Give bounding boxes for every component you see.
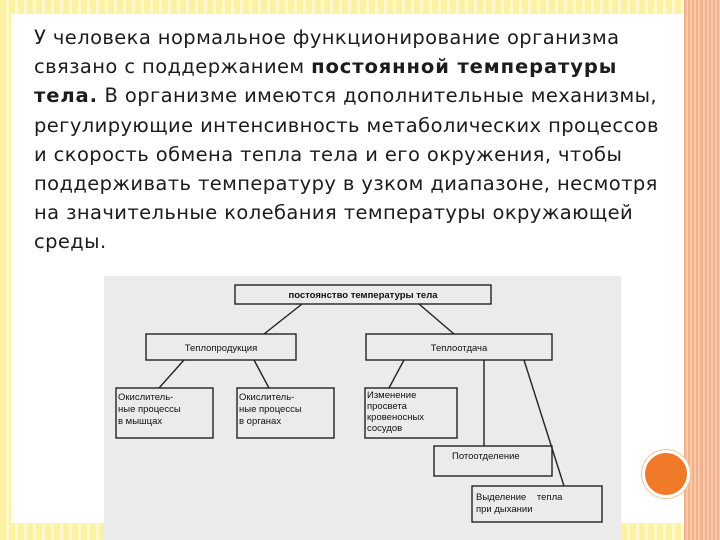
- diagram-svg: [104, 276, 621, 540]
- ox-muscles-line-3: в мышцах: [118, 416, 163, 427]
- main-paragraph: [34, 23, 674, 257]
- paragraph-part-1: У человека нормальное функционирование организма связано с поддержанием: [34, 26, 620, 79]
- ox-organs-line-3: в органах: [239, 416, 282, 427]
- decorative-circle: [642, 450, 690, 498]
- ox-organs-line-1: Окислитель-: [239, 392, 295, 403]
- breathing-line-2: при дыхании: [476, 504, 533, 515]
- breathing-line-1: Выделение тепла: [476, 492, 563, 503]
- side-band-outer: [701, 0, 720, 540]
- root-label: постоянство температуры тела: [288, 290, 438, 301]
- ox-muscles-line-1: Окислитель-: [118, 392, 174, 403]
- vessels-line-4: сосудов: [367, 423, 403, 434]
- thermoregulation-diagram: [104, 276, 621, 540]
- vessels-line-1: Изменение: [367, 390, 417, 401]
- ox-muscles-line-2: ные процессы: [118, 404, 181, 415]
- paragraph-bold: постоянной температуры тела.: [34, 55, 618, 108]
- sweating-label: Потоотделение: [452, 451, 520, 462]
- ox-organs-line-2: ные процессы: [239, 404, 302, 415]
- heat-production-label: Теплопродукция: [184, 343, 258, 354]
- paragraph-part-2: В организме имеются дополнительные механизмы, регулирующие интенсивность метаболических процессов и скорость обмена тепла тела и его окружения, чтобы поддерживать температуру в узком диапазоне, несмотря на значительные колебания температуры окружающей среды.: [34, 84, 659, 254]
- heat-loss-label: Теплоотдача: [430, 343, 488, 354]
- vessels-line-2: просвета: [367, 401, 407, 412]
- vessels-line-3: кровеносных: [367, 412, 425, 423]
